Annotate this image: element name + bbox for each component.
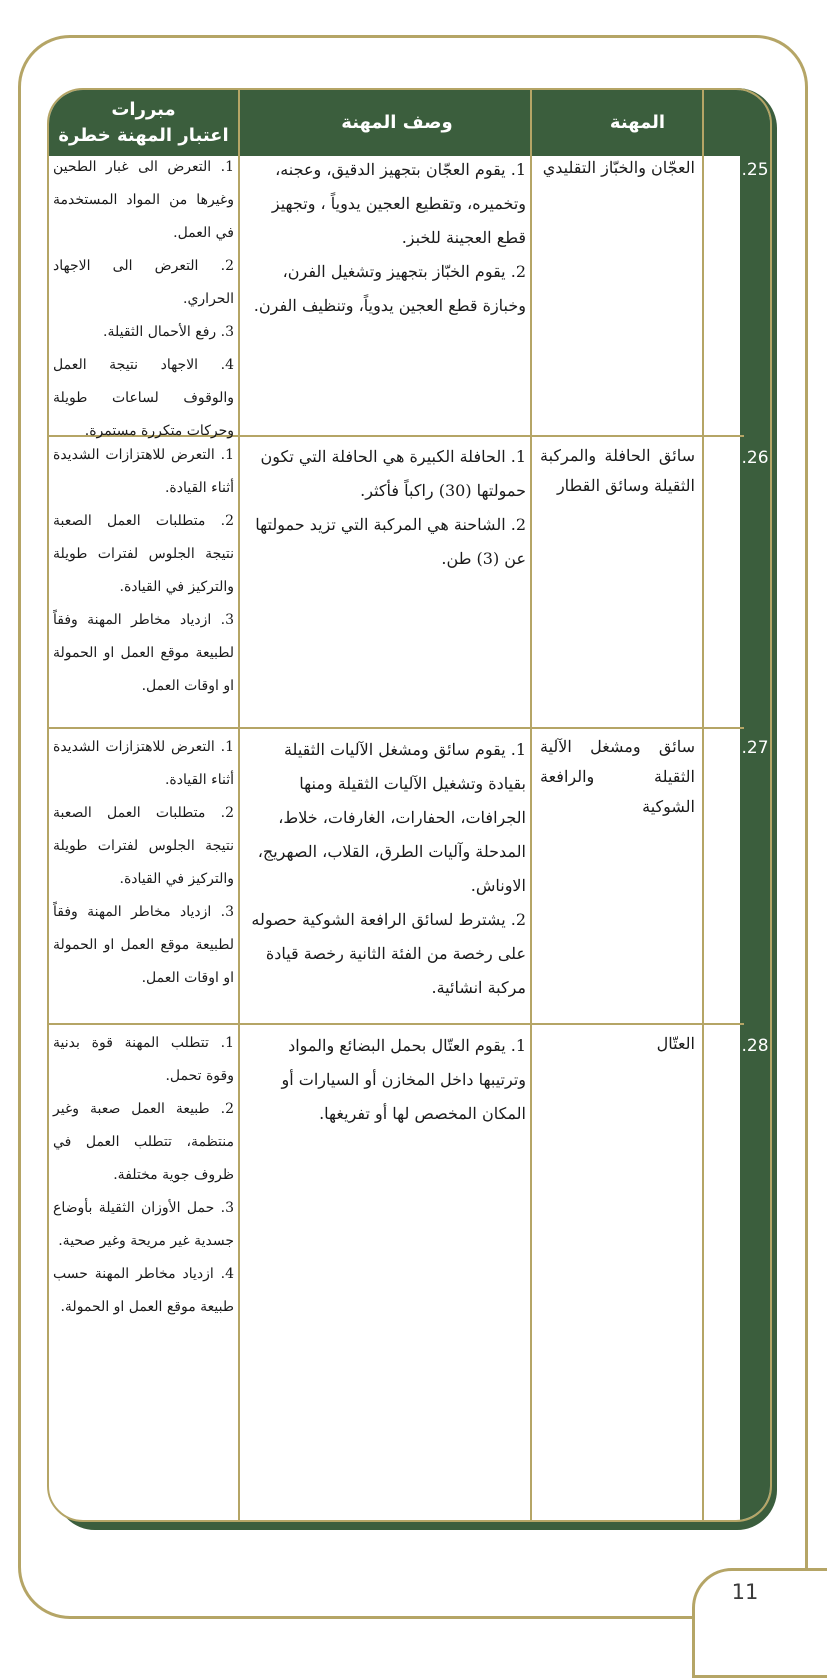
justification-item: 1. التعرض للاهتزازات الشديدة أثناء القيادة. (53, 739, 234, 788)
header-description: وصف المهنة (341, 112, 453, 133)
column-divider (530, 90, 532, 1520)
justification-item: 3. حمل الأوزان الثقيلة بأوضاع جسدية غير مريحة وغير صحية. (53, 1200, 234, 1249)
justification-item: 2. متطلبات العمل الصعبة نتيجة الجلوس لفترات طويلة والتركيز في القيادة. (53, 805, 234, 887)
hazard-justification (53, 731, 234, 995)
occupation-description (251, 153, 526, 323)
column-divider (238, 90, 240, 1520)
row-number: .27 (741, 738, 769, 758)
header-occupation: المهنة (609, 112, 666, 133)
row-number-strip (740, 90, 770, 1520)
row-number: .26 (741, 448, 769, 468)
justification-item: 4. ازدياد مخاطر المهنة حسب طبيعة موقع العمل او الحمولة. (53, 1266, 234, 1315)
header-justification-line1: مبررات (111, 99, 176, 120)
occupation-description (251, 733, 526, 1005)
row-divider (49, 727, 744, 729)
hazard-justification (53, 439, 234, 703)
justification-item: 4. الاجهاد نتيجة العمل والوقوف لساعات طويلة وحركات متكررة مستمرة. (53, 357, 234, 439)
occupation-description (251, 1029, 526, 1131)
column-divider (702, 90, 704, 1520)
description-item: 2. يقوم الخبّاز بتجهيز وتشغيل الفرن، وخبازة قطع العجين يدوياً، وتنظيف الفرن. (253, 262, 526, 315)
justification-item: 2. التعرض الى الاجهاد الحراري. (53, 258, 234, 307)
justification-item: 3. رفع الأحمال الثقيلة. (103, 324, 234, 340)
row-number: .25 (741, 160, 769, 180)
header-justification-line2: اعتبار المهنة خطرة (58, 125, 229, 146)
hazard-justification (53, 1027, 234, 1324)
description-item: 1. يقوم سائق ومشغل الآليات الثقيلة بقيادة وتشغيل الآليات الثقيلة ومنها الجرافات، الحفارات، الغارفات، خلاط، المدحلة وآليات الطرق، القلاب، الصهريج، الاوناش. (257, 740, 526, 895)
justification-item: 1. التعرض للاهتزازات الشديدة أثناء القيادة. (53, 447, 234, 496)
justification-item: 2. طبيعة العمل صعبة وغير منتظمة، تتطلب العمل في ظروف جوية مختلفة. (53, 1101, 234, 1183)
hazardous-occupations-table (47, 88, 772, 1522)
page-number: 11 (731, 1580, 759, 1604)
justification-item: 3. ازدياد مخاطر المهنة وفقاً لطبيعة موقع العمل او الحمولة او اوقات العمل. (53, 904, 234, 986)
header-justification (49, 90, 238, 156)
occupation-description (251, 440, 526, 576)
occupation-name: العجّان والخبّاز التقليدي (542, 158, 695, 177)
row-divider (49, 1023, 744, 1025)
description-item: 2. الشاحنة هي المركبة التي تزيد حمولتها عن (3) طن. (255, 515, 526, 568)
hazard-justification (53, 151, 234, 448)
row-number: .28 (741, 1036, 769, 1056)
justification-item: 1. التعرض الى غبار الطحين وغيرها من المواد المستخدمة في العمل. (53, 159, 234, 241)
description-item: 2. يشترط لسائق الرافعة الشوكية حصوله على رخصة من الفئة الثانية رخصة قيادة مركبة انشائية. (251, 910, 526, 997)
description-item: 1. يقوم العتّال بحمل البضائع والمواد وترتيبها داخل المخازن أو السيارات أو المكان المخصص لها أو تفريغها. (281, 1036, 526, 1123)
occupation-name: سائق الحافلة والمركبة الثقيلة وسائق القطار (540, 446, 695, 495)
occupation-name: العتّال (656, 1034, 695, 1053)
description-item: 1. يقوم العجّان بتجهيز الدقيق، وعجنه، وتخميره، وتقطيع العجين يدوياً ، وتجهيز قطع العجينة للخبز. (271, 160, 526, 247)
justification-item: 1. تتطلب المهنة قوة بدنية وقوة تحمل. (53, 1035, 234, 1084)
justification-item: 2. متطلبات العمل الصعبة نتيجة الجلوس لفترات طويلة والتركيز في القيادة. (53, 513, 234, 595)
table-header (49, 90, 770, 156)
justification-item: 3. ازدياد مخاطر المهنة وفقاً لطبيعة موقع العمل او الحمولة او اوقات العمل. (53, 612, 234, 694)
occupation-name: سائق ومشغل الآلية الثقيلة والرافعة الشوكية (540, 737, 695, 816)
description-item: 1. الحافلة الكبيرة هي الحافلة التي تكون حمولتها (30) راكباً فأكثر. (260, 447, 526, 500)
